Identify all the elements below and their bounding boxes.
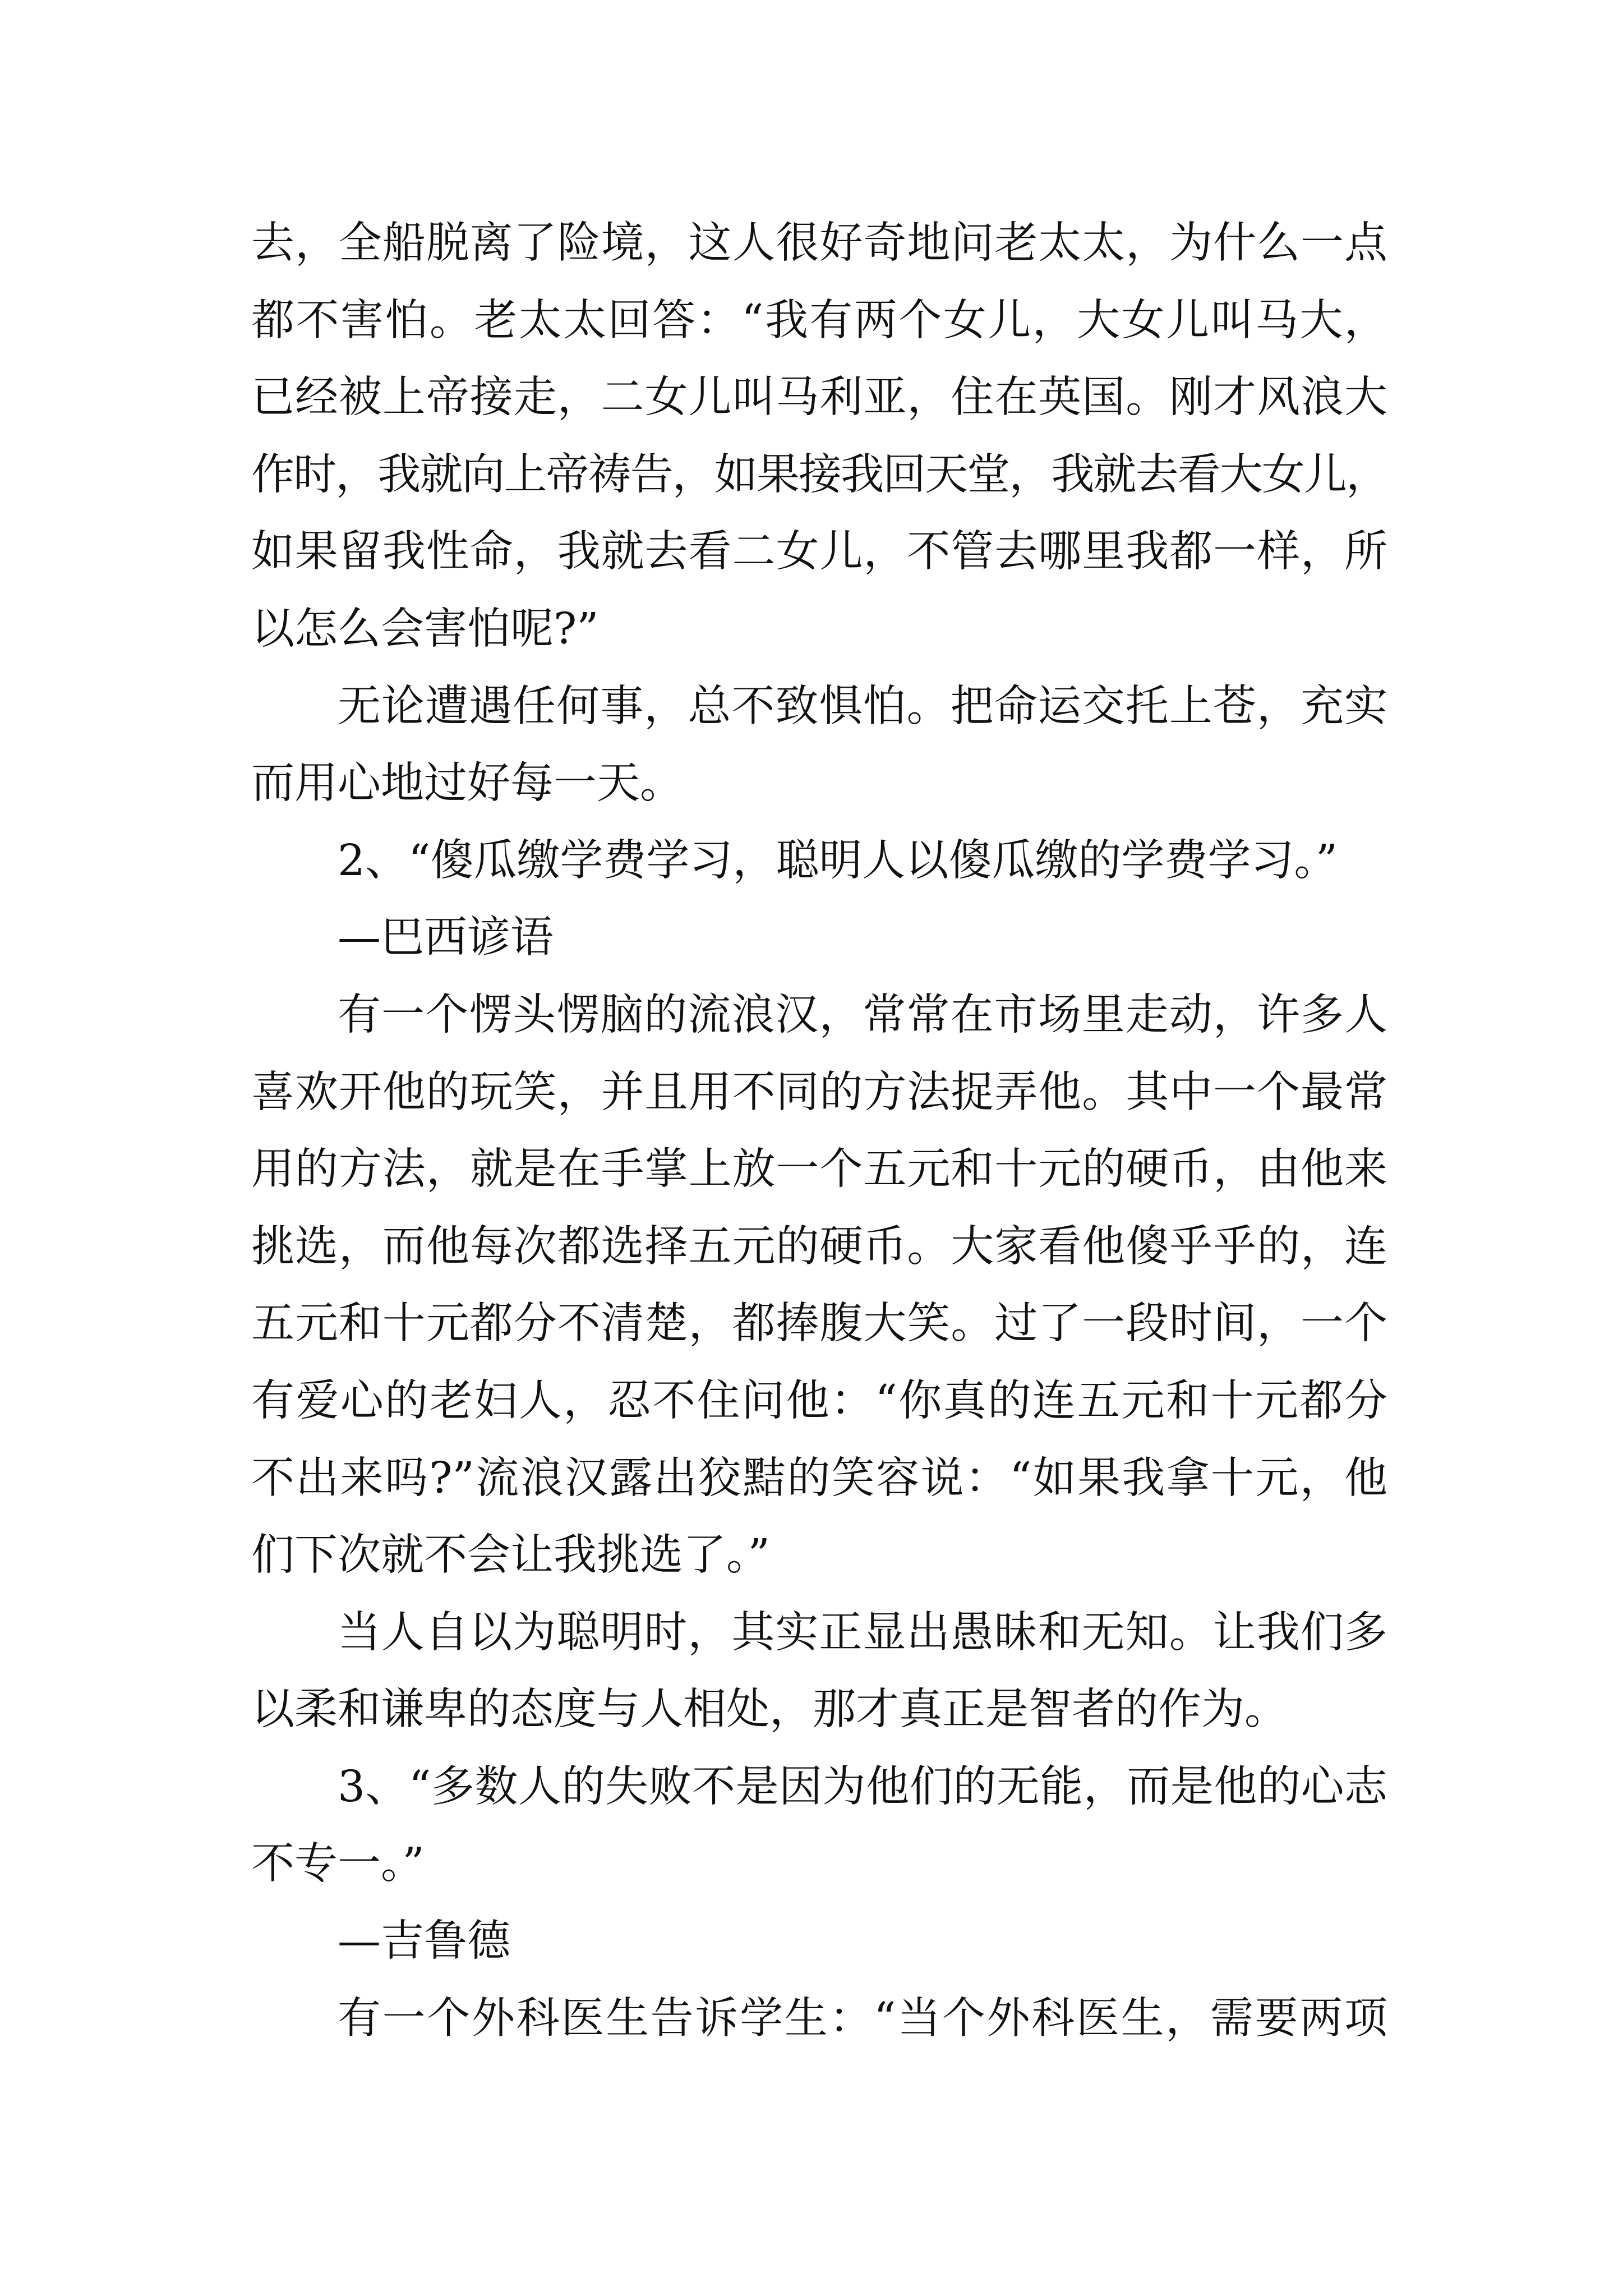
text-line: 如果留我性命，我就去看二女儿，不管去哪里我都一样，所 — [251, 527, 1387, 577]
text-line: 2、“傻瓜缴学费学习，聪明人以傻瓜缴的学费学习。” — [338, 835, 1338, 886]
text-line: 3、“多数人的失败不是因为他们的无能，而是他的心志 — [338, 1761, 1387, 1812]
text-line: 喜欢开他的玩笑，并且用不同的方法捉弄他。其中一个最常 — [251, 1067, 1387, 1117]
paragraph-story — [251, 977, 1387, 1594]
text-line: 不专一。” — [251, 1839, 425, 1889]
text-line: —吉鲁德 — [338, 1916, 510, 1967]
text-line: 作时，我就向上帝祷告，如果接我回天堂，我就去看大女儿， — [251, 449, 1387, 500]
text-line: 已经被上帝接走，二女儿叫马利亚，住在英国。刚才风浪大 — [251, 372, 1387, 423]
text-line: 们下次就不会让我挑选了。” — [251, 1530, 770, 1581]
text-line: 去，全船脱离了险境，这人很好奇地问老太太，为什么一点 — [251, 218, 1387, 268]
paragraph-reflection — [251, 668, 1387, 822]
body-text — [251, 205, 1387, 2057]
text-line: 用的方法，就是在手掌上放一个五元和十元的硬币，由他来 — [251, 1144, 1387, 1195]
quote-attribution — [251, 899, 1387, 977]
quote-heading — [251, 822, 1387, 900]
text-line: 都不害怕。老太太回答：“我有两个女儿，大女儿叫马大， — [251, 295, 1387, 346]
text-line: 有爱心的老妇人，忍不住问他：“你真的连五元和十元都分 — [251, 1375, 1387, 1426]
text-line: 无论遭遇任何事，总不致惧怕。把命运交托上苍，充实 — [338, 681, 1387, 731]
text-line: 以怎么会害怕呢?” — [251, 604, 599, 654]
quote-attribution — [251, 1903, 1387, 1980]
quote-heading — [251, 1749, 1387, 1903]
text-line: 挑选，而他每次都选择五元的硬币。大家看他傻乎乎的，连 — [251, 1221, 1387, 1272]
paragraph-story — [251, 1980, 1387, 2058]
text-line: 以柔和谦卑的态度与人相处，那才真正是智者的作为。 — [251, 1685, 1288, 1735]
text-line: 而用心地过好每一天。 — [251, 758, 683, 809]
paragraph-reflection — [251, 1594, 1387, 1749]
text-line: 当人自以为聪明时，其实正显出愚昧和无知。让我们多 — [338, 1607, 1387, 1658]
text-line: 有一个愣头愣脑的流浪汉，常常在市场里走动，许多人 — [338, 990, 1387, 1040]
text-line: —巴西谚语 — [338, 913, 554, 963]
text-line: 有一个外科医生告诉学生：“当个外科医生，需要两项 — [338, 1993, 1387, 2044]
text-line: 不出来吗?”流浪汉露出狡黠的笑容说：“如果我拿十元，他 — [251, 1453, 1387, 1503]
paragraph-story-continuation — [251, 205, 1387, 668]
text-line: 五元和十元都分不清楚，都捧腹大笑。过了一段时间，一个 — [251, 1299, 1387, 1349]
